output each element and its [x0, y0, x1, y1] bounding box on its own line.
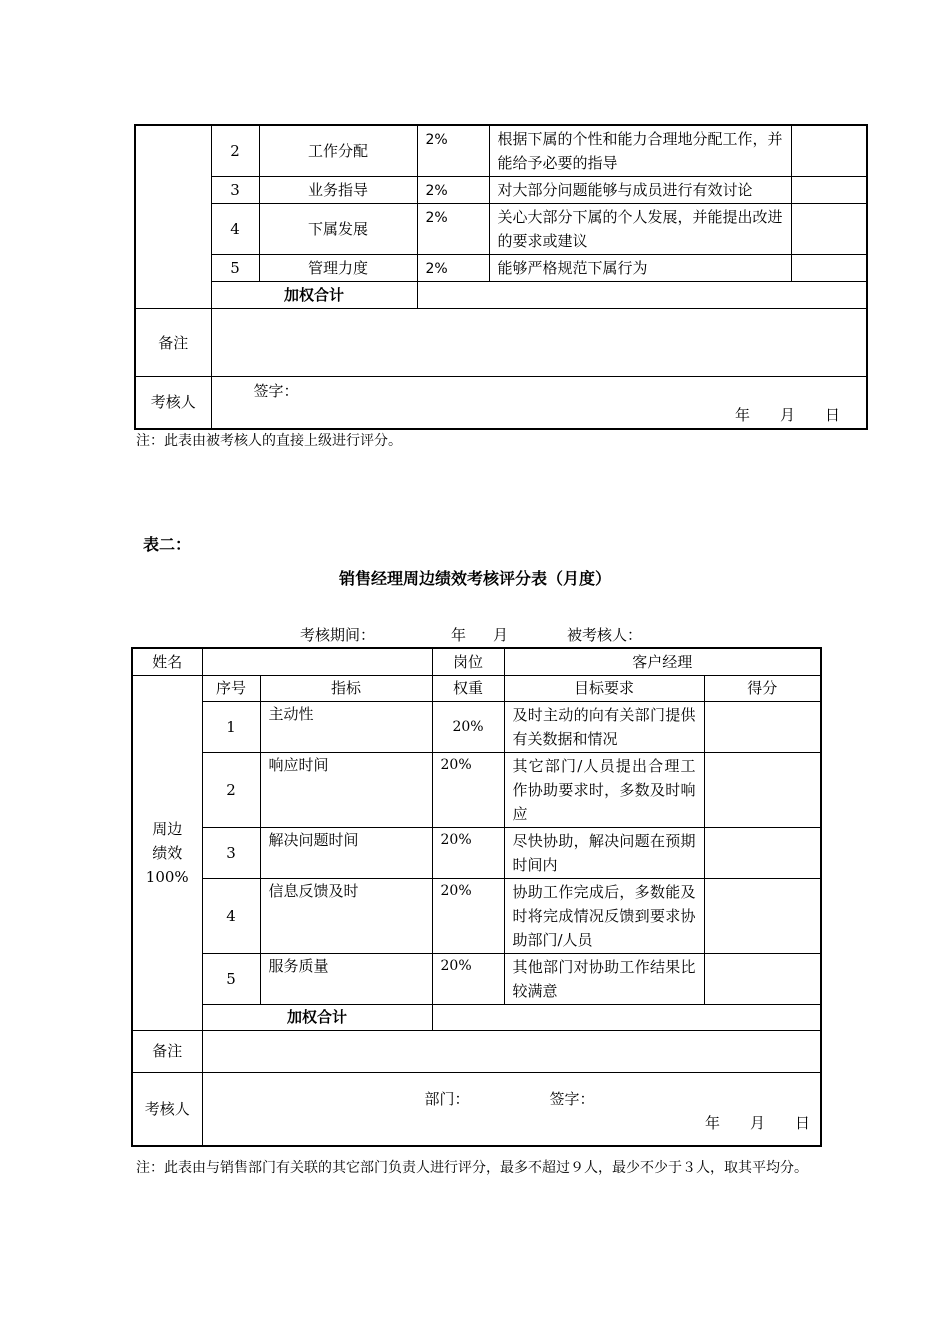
score-cell	[791, 125, 867, 177]
weighted-total-row	[135, 282, 867, 309]
requirement-cell: 关心大部分下属的个人发展，并能提出改进的要求或建议	[489, 204, 791, 255]
row-number: 1	[202, 701, 260, 752]
header-score: 得分	[704, 675, 821, 701]
reviewer-label: 考核人	[132, 1072, 202, 1146]
remarks-label: 备注	[132, 1030, 202, 1072]
table-row	[132, 953, 821, 1004]
indicator-cell: 主动性	[260, 701, 432, 752]
table2	[131, 647, 822, 1147]
date-label: 年 月 日	[734, 406, 840, 424]
reviewer-row	[132, 1072, 821, 1146]
section-2-label: 表二：	[143, 535, 192, 554]
signature-label: 签字：	[549, 1089, 595, 1108]
name-row	[132, 648, 821, 675]
table-row	[135, 177, 867, 204]
table-row	[132, 752, 821, 827]
requirement-cell: 尽快协助，解决问题在预期时间内	[504, 827, 704, 878]
indicator-cell: 工作分配	[259, 125, 417, 177]
row-number: 3	[211, 177, 259, 204]
table-row	[135, 125, 867, 177]
table-row	[135, 255, 867, 282]
table-row	[132, 827, 821, 878]
indicator-cell: 管理力度	[259, 255, 417, 282]
header-requirement: 目标要求	[504, 675, 704, 701]
score-cell	[704, 827, 821, 878]
weight-cell: 2%	[417, 204, 489, 255]
requirement-cell: 对大部分问题能够与成员进行有效讨论	[489, 177, 791, 204]
period-month: 月	[493, 626, 509, 644]
remarks-label: 备注	[135, 309, 211, 377]
row-number: 5	[202, 953, 260, 1004]
weighted-total-value	[432, 1004, 821, 1030]
table-row	[132, 701, 821, 752]
header-row	[132, 675, 821, 701]
category-cell	[132, 675, 202, 1030]
remarks-value	[211, 309, 867, 377]
weight-cell: 2%	[417, 255, 489, 282]
weighted-total-label: 加权合计	[211, 282, 417, 309]
score-cell	[791, 177, 867, 204]
requirement-cell: 根据下属的个性和能力合理地分配工作，并能给予必要的指导	[489, 125, 791, 177]
row-number: 4	[202, 878, 260, 953]
remarks-row	[135, 309, 867, 377]
period-label: 考核期间：	[300, 626, 376, 644]
table-row	[132, 878, 821, 953]
examinee-label: 被考核人：	[567, 626, 643, 644]
row-number: 2	[202, 752, 260, 827]
weight-cell: 20%	[432, 827, 504, 878]
indicator-cell: 下属发展	[259, 204, 417, 255]
requirement-cell: 协助工作完成后，多数能及时将完成情况反馈到要求协助部门/人员	[504, 878, 704, 953]
reviewer-row	[135, 377, 867, 429]
reviewer-cell	[202, 1072, 821, 1146]
row-number: 3	[202, 827, 260, 878]
remarks-value	[202, 1030, 821, 1072]
weighted-total-value	[417, 282, 867, 309]
table1	[134, 124, 868, 430]
score-cell	[791, 255, 867, 282]
requirement-cell: 其他部门对协助工作结果比较满意	[504, 953, 704, 1004]
header-no: 序号	[202, 675, 260, 701]
weight-cell: 2%	[417, 177, 489, 204]
date-label: 年 月 日	[705, 1113, 811, 1132]
post-value: 客户经理	[504, 648, 821, 675]
score-cell	[704, 701, 821, 752]
category-line-2: 绩效	[152, 843, 183, 862]
signature-label: 签字：	[253, 382, 299, 400]
weighted-total-label: 加权合计	[202, 1004, 432, 1030]
indicator-cell: 业务指导	[259, 177, 417, 204]
score-cell	[704, 953, 821, 1004]
row-number: 5	[211, 255, 259, 282]
row-number: 4	[211, 204, 259, 255]
table2-title: 销售经理周边绩效考核评分表（月度）	[338, 569, 611, 588]
weight-cell: 2%	[417, 125, 489, 177]
score-cell	[791, 204, 867, 255]
note-1: 注：此表由被考核人的直接上级进行评分。	[136, 433, 402, 449]
period-year: 年	[451, 626, 467, 644]
reviewer-cell	[211, 377, 867, 429]
weight-cell: 20%	[432, 701, 504, 752]
score-cell	[704, 752, 821, 827]
category-line-3: 100%	[145, 867, 189, 886]
note-2: 注：此表由与销售部门有关联的其它部门负责人进行评分，最多不超过９人，最少不少于３人，取其平均分。	[136, 1160, 808, 1176]
weight-cell: 20%	[432, 752, 504, 827]
name-value	[202, 648, 432, 675]
header-weight: 权重	[432, 675, 504, 701]
requirement-cell: 其它部门/人员提出合理工作协助要求时，多数及时响应	[504, 752, 704, 827]
table-row	[135, 204, 867, 255]
weight-cell: 20%	[432, 953, 504, 1004]
indicator-cell: 解决问题时间	[260, 827, 432, 878]
indicator-cell: 服务质量	[260, 953, 432, 1004]
requirement-cell: 及时主动的向有关部门提供有关数据和情况	[504, 701, 704, 752]
weighted-total-row	[132, 1004, 821, 1030]
name-label: 姓名	[132, 648, 202, 675]
category-cell	[135, 125, 211, 309]
indicator-cell: 响应时间	[260, 752, 432, 827]
remarks-row	[132, 1030, 821, 1072]
category-line-1: 周边	[152, 819, 183, 838]
department-label: 部门：	[424, 1089, 470, 1108]
header-indicator: 指标	[260, 675, 432, 701]
indicator-cell: 信息反馈及时	[260, 878, 432, 953]
reviewer-label: 考核人	[135, 377, 211, 429]
row-number: 2	[211, 125, 259, 177]
post-label: 岗位	[432, 648, 504, 675]
score-cell	[704, 878, 821, 953]
requirement-cell: 能够严格规范下属行为	[489, 255, 791, 282]
weight-cell: 20%	[432, 878, 504, 953]
